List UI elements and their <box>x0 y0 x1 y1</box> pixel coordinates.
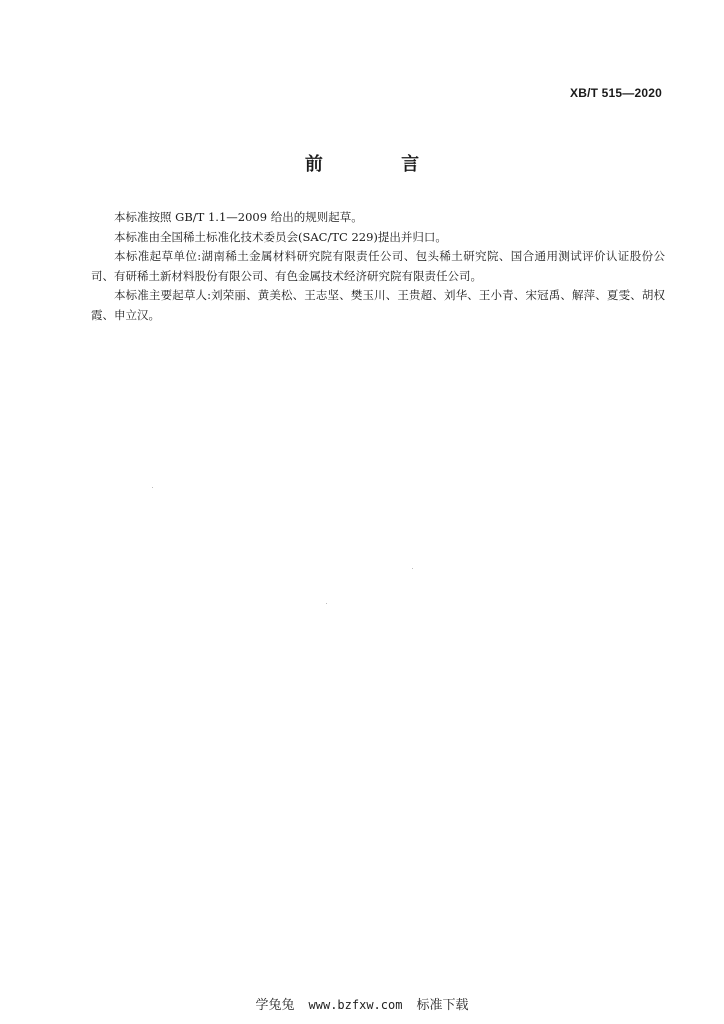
paragraph-drafting-units: 本标准起草单位:湖南稀土金属材料研究院有限责任公司、包头稀土研究院、国合通用测试评价认证股份公司、有研稀土新材料股份有限公司、有色金属技术经济研究院有限责任公司。 <box>91 249 665 283</box>
foreword-body <box>91 208 665 325</box>
footer <box>0 994 724 1013</box>
paragraph-drafters: 本标准主要起草人:刘荣丽、黄美松、王志坚、樊玉川、王贵超、刘华、王小青、宋冠禹、解萍、夏雯、胡权霞、申立汉。 <box>91 288 665 322</box>
footer-slogan: 标准下载 <box>416 998 469 1013</box>
paragraph-proposer: 本标准由全国稀土标准化技术委员会(SAC/TC 229)提出并归口。 <box>114 229 447 244</box>
scan-speck <box>326 603 327 604</box>
page-title: 前 言 <box>304 154 456 175</box>
paragraph-drafting-rules: 本标准按照 GB/T 1.1—2009 给出的规则起草。 <box>114 210 363 224</box>
scan-speck <box>412 568 413 569</box>
standard-code: XB/T 515—2020 <box>570 86 662 100</box>
footer-site-name: 学兔兔 <box>255 998 295 1013</box>
footer-url: www.bzfxw.com <box>308 998 403 1012</box>
scan-speck <box>152 487 153 488</box>
